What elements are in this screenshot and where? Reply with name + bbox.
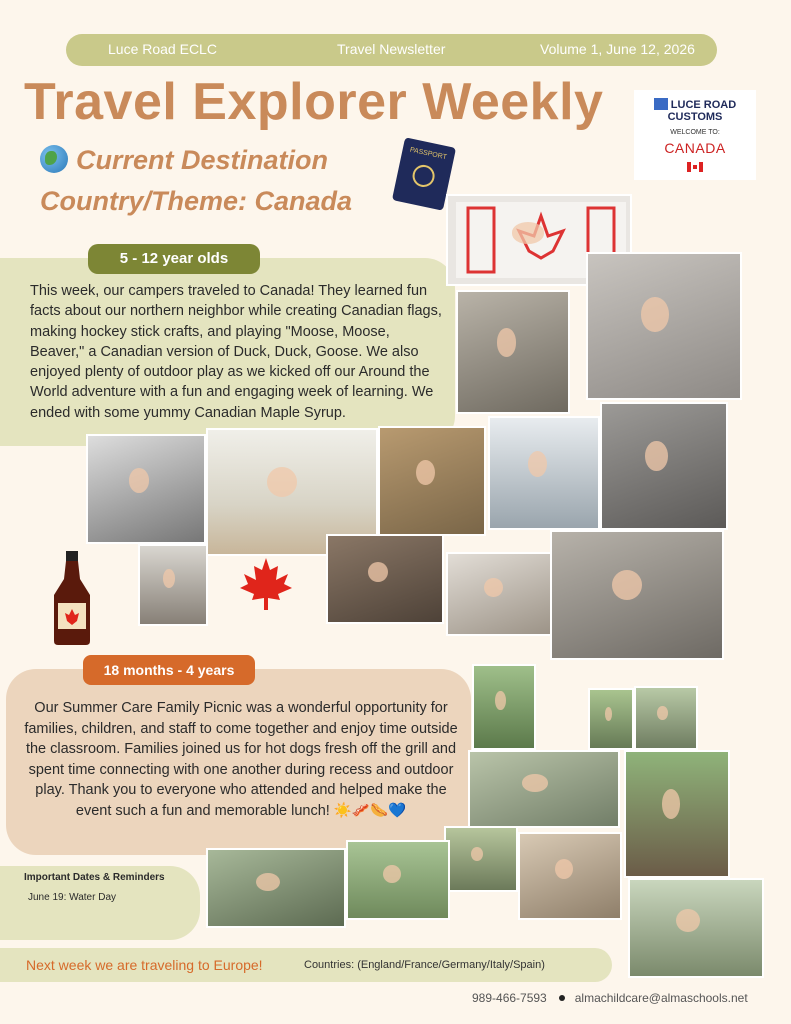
customs-country: CANADA xyxy=(664,140,726,156)
boy-with-flag-photo xyxy=(488,416,600,530)
footer-phone: 989-466-7593 xyxy=(472,991,547,1005)
destination-line1: Current Destination xyxy=(76,145,329,175)
picnic-photo-7 xyxy=(518,832,622,920)
kids-on-floor-photo xyxy=(326,534,444,624)
picnic-photo-5 xyxy=(624,750,730,878)
page-title: Travel Explorer Weekly xyxy=(24,73,604,131)
girl-with-craft-photo xyxy=(586,252,742,400)
boy-with-headband-photo xyxy=(446,552,554,636)
picnic-photo-4 xyxy=(468,750,620,828)
footer xyxy=(472,991,748,1005)
picnic-photo-10 xyxy=(628,878,764,978)
dates-heading: Important Dates & Reminders xyxy=(24,872,165,883)
org-name: Luce Road ECLC xyxy=(108,41,217,57)
boy-with-hat-photo xyxy=(86,434,206,544)
footer-email[interactable]: almachildcare@almaschools.net xyxy=(574,991,748,1005)
globe-icon xyxy=(40,145,68,173)
dates-item: June 19: Water Day xyxy=(28,892,117,903)
canada-flag-icon xyxy=(687,162,703,172)
destination-line2: Country/Theme: Canada xyxy=(40,186,353,216)
picnic-photo-3 xyxy=(634,686,698,750)
picnic-photo-8 xyxy=(346,840,450,920)
school-age-text: This week, our campers traveled to Canada! They learned fun facts about our northern neighbor while creating Canadian flags, making hockey stick crafts, and playing "Moose, Moose, Beaver," a Canadian version of Duck, Duck, Goose. We also enjoyed plenty of outdoor play as we kicked off our Around the World adventure with a fun and engaging week of learning. We ended with some yummy Canadian Maple Syrup. xyxy=(30,283,442,421)
header-bar xyxy=(66,34,717,66)
boy-at-table-photo xyxy=(456,290,570,414)
picnic-photo-2 xyxy=(588,688,634,750)
maple-leaf-icon xyxy=(238,556,294,612)
volume-date: Volume 1, June 12, 2026 xyxy=(540,41,695,57)
toddler-text: Our Summer Care Family Picnic was a wonderful opportunity for families, children, and staff to come together and enjoy time outside the classroom. Families joined us for hot dogs fresh off the grill and spent time connecting with one another during recess and outdoor play. Thank you to everyone who attended and helped make the event such a fun and memorable lunch! ☀️🥓🌭💙 xyxy=(24,700,458,819)
passport-seal-icon xyxy=(411,163,437,189)
customs-card xyxy=(634,90,756,180)
picnic-photo-6 xyxy=(444,826,518,892)
boy-with-book-photo xyxy=(600,402,728,530)
toddler-label: 18 months - 4 years xyxy=(83,655,255,685)
bullet-icon xyxy=(559,995,565,1001)
destination-heading xyxy=(40,140,352,222)
picnic-photo-1 xyxy=(472,664,536,750)
boy-standing-photo xyxy=(138,544,208,626)
customs-logo-icon xyxy=(654,98,668,110)
customs-welcome: WELCOME TO: xyxy=(670,129,720,136)
boy-outdoors-photo xyxy=(378,426,486,536)
customs-heading: LUCE ROAD CUSTOMS xyxy=(634,98,756,123)
next-week-lead: Next week we are traveling to Europe! xyxy=(26,957,263,973)
next-week-countries: Countries: (England/France/Germany/Italy/Spain) xyxy=(304,959,545,971)
passport-label: PASSPORT xyxy=(409,146,448,162)
picnic-photo-9 xyxy=(206,848,346,928)
maple-syrup-bottle-icon xyxy=(50,551,94,647)
newsletter-name: Travel Newsletter xyxy=(337,41,446,57)
hockey-play-photo xyxy=(550,530,724,660)
school-age-label: 5 - 12 year olds xyxy=(88,244,260,274)
